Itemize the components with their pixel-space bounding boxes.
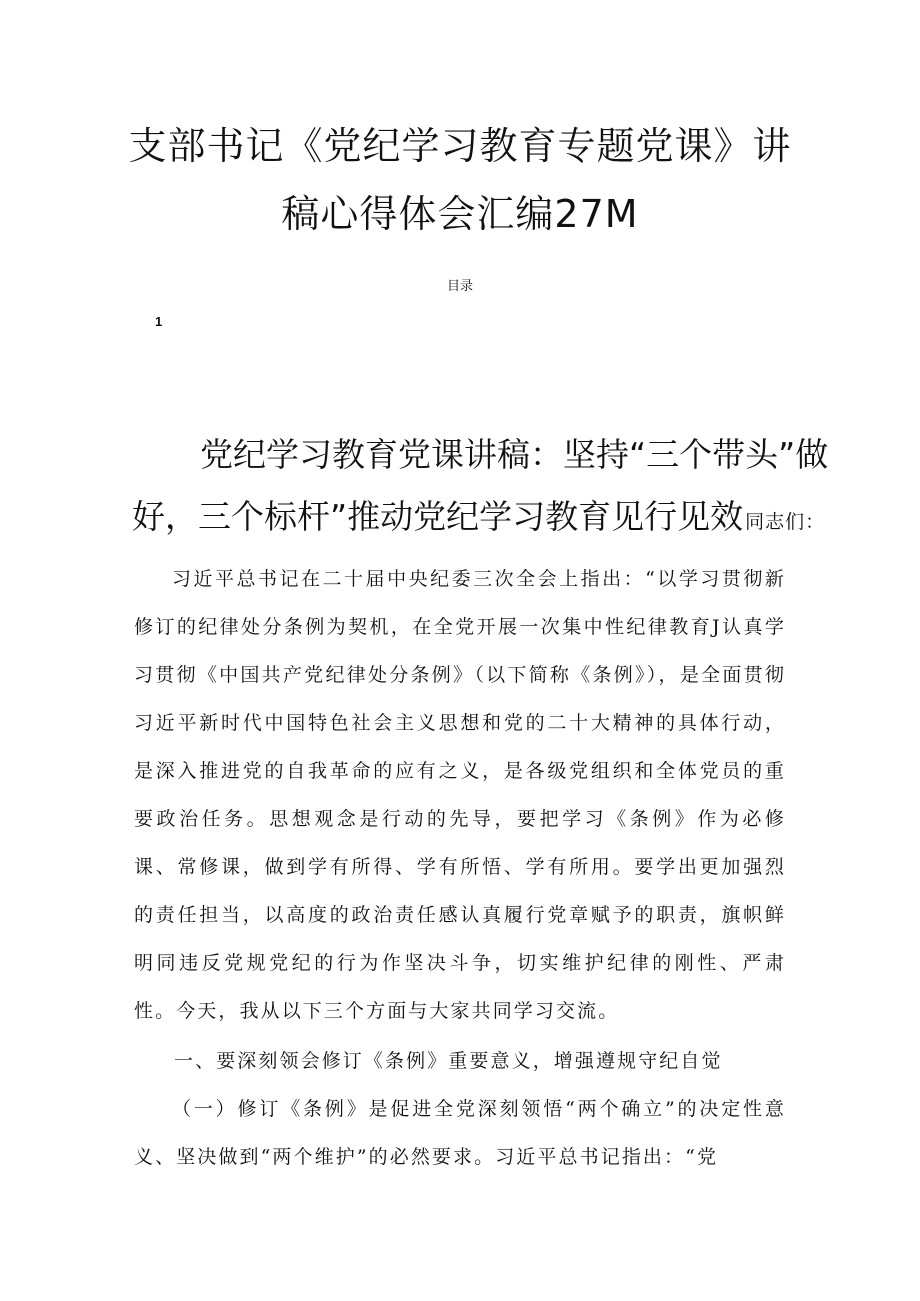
document-title-line-1: 支部书记《党纪学习教育专题党课》讲 bbox=[128, 124, 792, 168]
salutation: 同志们： bbox=[745, 511, 826, 533]
toc-item-number: 1 bbox=[155, 314, 163, 329]
table-of-contents-label: 目录 bbox=[446, 279, 473, 294]
section-title-line-2-text: 好，三个标杆”推动党纪学习教育见行见效 bbox=[132, 497, 744, 536]
body-paragraph-2: （一）修订《条例》是促进全党深刻领悟“两个确立”的决定性意义、坚决做到“两个维护”的必然要求。习近平总书记指出：“党 bbox=[134, 1098, 786, 1168]
section-heading-1: 一、要深刻领会修订《条例》重要意义，增强遵规守纪自觉 bbox=[174, 1050, 723, 1072]
section-title-line-2 bbox=[132, 497, 826, 536]
section-title-line-1: 党纪学习教育党课讲稿：坚持“三个带头”做 bbox=[200, 435, 829, 474]
document-title-line-2: 稿心得体会汇编27M bbox=[281, 192, 639, 236]
body-paragraph-1: 习近平总书记在二十届中央纪委三次全会上指出：“以学习贯彻新修订的纪律处分条例为契机，在全党开展一次集中性纪律教育J认真学习贯彻《中国共产党纪律处分条例》（以下简称《条例》），是全面贯彻习近平新时代中国特色社会主义思想和党的二十大精神的具体行动，是深入推进党的自我革命的应有之义，是各级党组织和全体党员的重要政治任务。思想观念是行动的先导，要把学习《条例》作为必修课、常修课，做到学有所得、学有所悟、学有所用。要学出更加强烈的责任担当，以高度的政治责任感认真履行党章赋予的职责，旗帜鲜明同违反党规党纪的行为作坚决斗争，切实维护纪律的刚性、严肃性。今天，我从以下三个方面与大家共同学习交流。 bbox=[134, 568, 786, 1022]
